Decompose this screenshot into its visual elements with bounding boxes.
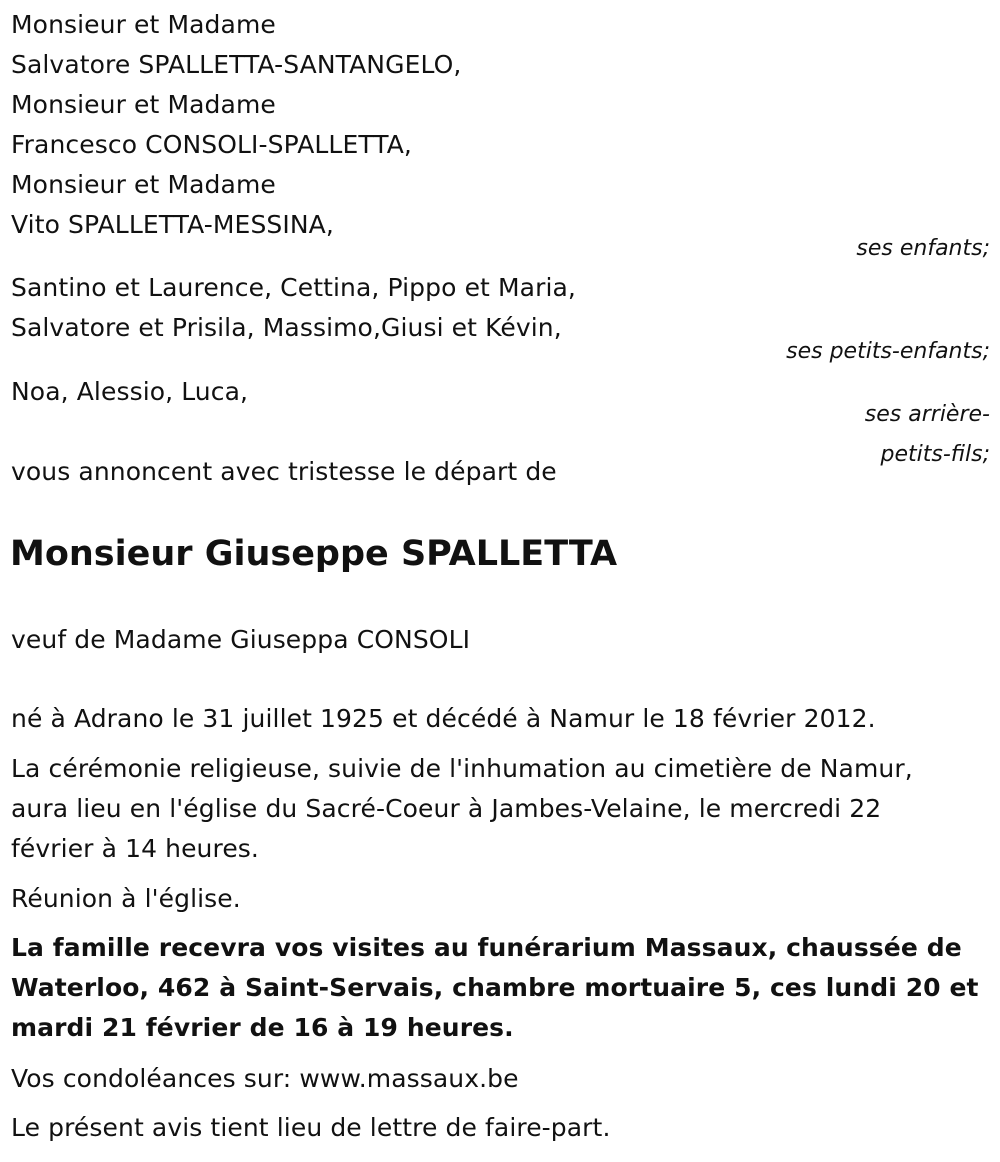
birth-death: né à Adrano le 31 juillet 1925 et décédé à Namur le 18 février 2012.: [11, 704, 876, 733]
great-grandchildren-line: Noa, Alessio, Luca,: [11, 377, 249, 406]
condolences: Vos condoléances sur: www.massaux.be: [11, 1064, 519, 1093]
children-line-4: Francesco CONSOLI-SPALLETTA,: [11, 130, 412, 159]
great-grandchildren-role-1: ses arrière-: [864, 402, 990, 427]
grandchildren-line-1: Santino et Laurence, Cettina, Pippo et Maria,: [11, 273, 576, 302]
widower-of: veuf de Madame Giuseppa CONSOLI: [11, 625, 471, 654]
children-line-2: Salvatore SPALLETTA-SANTANGELO,: [11, 50, 462, 79]
grandchildren-role: ses petits-enfants;: [786, 339, 990, 364]
deceased-name: Monsieur Giuseppe SPALLETTA: [10, 534, 618, 574]
children-line-1: Monsieur et Madame: [11, 10, 276, 39]
children-line-3: Monsieur et Madame: [11, 90, 276, 119]
notice: Le présent avis tient lieu de lettre de faire-part.: [11, 1113, 611, 1142]
children-role: ses enfants;: [856, 236, 990, 261]
meeting: Réunion à l'église.: [11, 884, 241, 913]
grandchildren-line-2: Salvatore et Prisila, Massimo,Giusi et Kévin,: [11, 313, 562, 342]
visits-line-3: mardi 21 février de 16 à 19 heures.: [11, 1013, 514, 1042]
children-line-5: Monsieur et Madame: [11, 170, 276, 199]
ceremony-line-3: février à 14 heures.: [11, 834, 259, 863]
ceremony-line-2: aura lieu en l'église du Sacré-Coeur à Jambes-Velaine, le mercredi 22: [11, 794, 882, 823]
announcement: vous annoncent avec tristesse le départ de: [11, 457, 557, 486]
children-line-6: Vito SPALLETTA-MESSINA,: [11, 210, 334, 239]
visits-line-1: La famille recevra vos visites au funérarium Massaux, chaussée de: [11, 933, 962, 962]
great-grandchildren-role-2: petits-fils;: [880, 442, 990, 467]
ceremony-line-1: La cérémonie religieuse, suivie de l'inhumation au cimetière de Namur,: [11, 754, 913, 783]
visits-line-2: Waterloo, 462 à Saint-Servais, chambre mortuaire 5, ces lundi 20 et: [11, 973, 979, 1002]
